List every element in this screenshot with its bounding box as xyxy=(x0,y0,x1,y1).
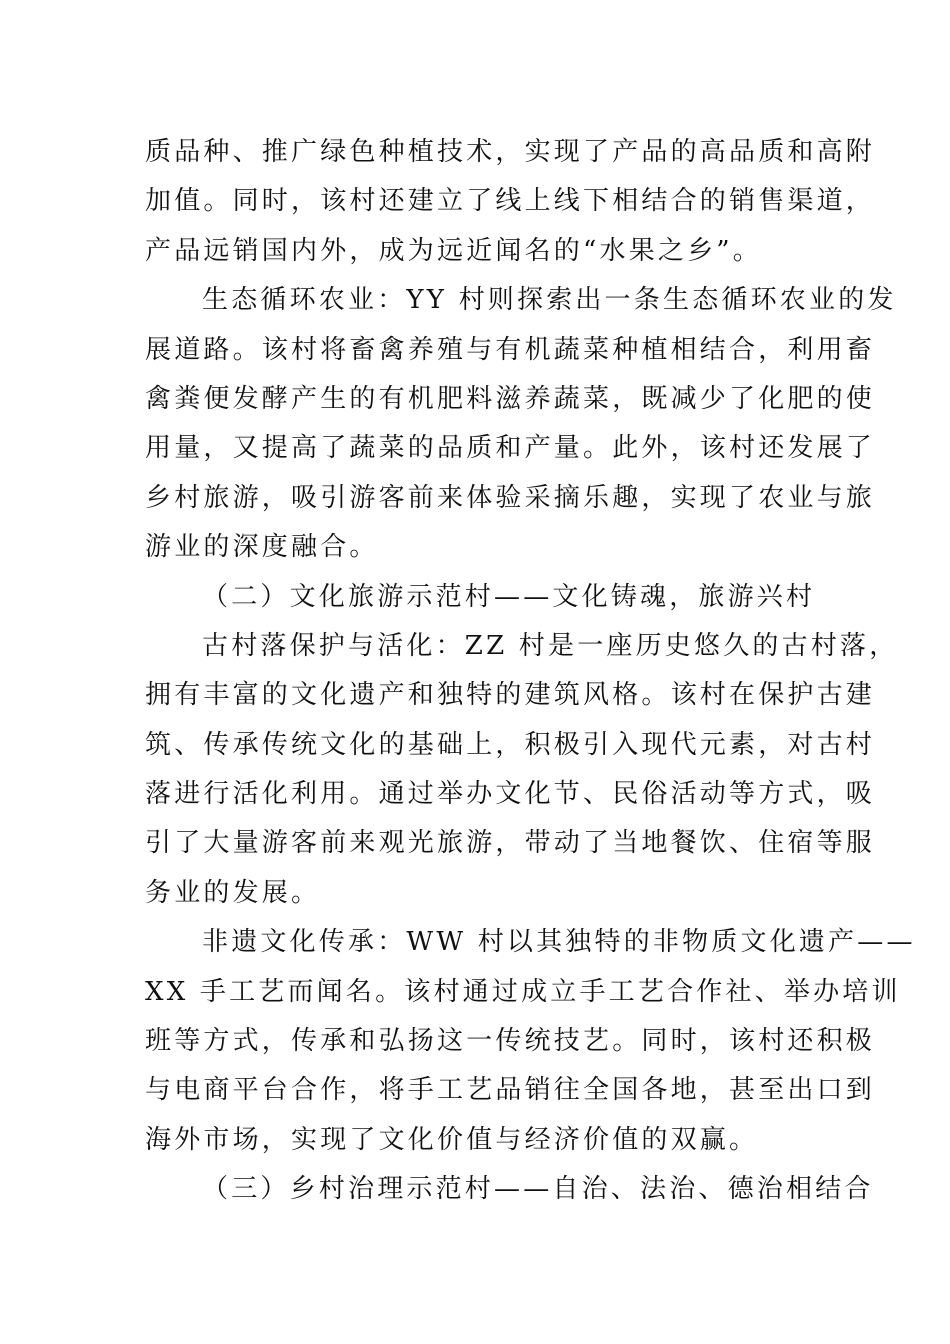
text-line: 务业的发展。 xyxy=(145,877,321,908)
text-line: 展道路。该村将畜禽养殖与有机蔬菜种植相结合，利用畜 xyxy=(145,334,876,365)
text-line: 用量，又提高了蔬菜的品质和产量。此外，该村还发展了 xyxy=(145,433,876,464)
text-line: 筑、传承传统文化的基础上，积极引入现代元素，对古村 xyxy=(145,729,876,760)
text-line: 落进行活化利用。通过举办文化节、民俗活动等方式，吸 xyxy=(145,779,876,810)
text-line: 拥有丰富的文化遗产和独特的建筑风格。该村在保护古建 xyxy=(145,680,876,711)
section-heading: （二）文化旅游示范村——文化铸魂，旅游兴村 xyxy=(202,581,816,612)
text-line: 与电商平台合作，将手工艺品销往全国各地，甚至出口到 xyxy=(145,1075,876,1106)
text-line: 产品远销国内外，成为远近闻名的“水果之乡”。 xyxy=(145,235,762,266)
text-line: 游业的深度融合。 xyxy=(145,532,379,563)
text-line: 班等方式，传承和弘扬这一传统技艺。同时，该村还积极 xyxy=(145,1026,876,1057)
text-line: 乡村旅游，吸引游客前来体验采摘乐趣，实现了农业与旅 xyxy=(145,482,876,513)
text-line: 质品种、推广绿色种植技术，实现了产品的高品质和高附 xyxy=(145,137,876,167)
text-line: 引了大量游客前来观光旅游，带动了当地餐饮、住宿等服 xyxy=(145,828,876,859)
paragraph-start-line: 非遗文化传承：WW 村以其独特的非物质文化遗产—— xyxy=(202,927,916,958)
text-line: 禽粪便发酵产生的有机肥料滋养蔬菜，既减少了化肥的使 xyxy=(145,383,876,414)
text-line: 海外市场，实现了文化价值与经济价值的双赢。 xyxy=(145,1124,759,1155)
paragraph-start-line: 古村落保护与活化：ZZ 村是一座历史悠久的古村落， xyxy=(202,630,899,661)
document-page xyxy=(145,128,916,1215)
text-line: 加值。同时，该村还建立了线上线下相结合的销售渠道， xyxy=(145,186,876,217)
text-line: XX 手工艺而闻名。该村通过成立手工艺合作社、举办培训 xyxy=(145,976,901,1007)
paragraph-start-line: 生态循环农业：YY 村则探索出一条生态循环农业的发 xyxy=(202,285,897,316)
section-heading: （三）乡村治理示范村——自治、法治、德治相结合 xyxy=(202,1174,874,1205)
